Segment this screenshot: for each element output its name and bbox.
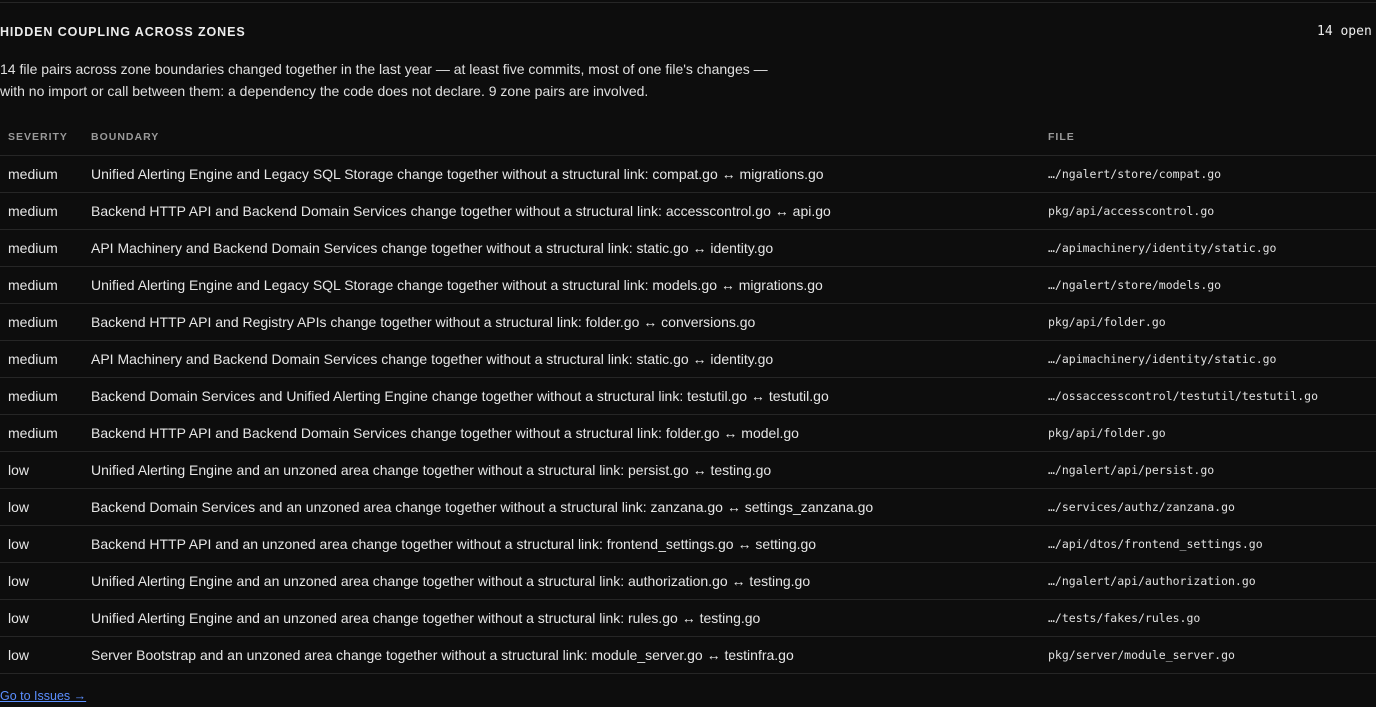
go-to-issues-link[interactable]: Go to Issues → — [0, 689, 87, 703]
table-row[interactable] — [0, 267, 1376, 304]
boundary-cell: API Machinery and Backend Domain Services change together without a structural link: static.go ↔ identity.go — [83, 341, 1040, 378]
table-row[interactable] — [0, 452, 1376, 489]
boundary-cell: Server Bootstrap and an unzoned area change together without a structural link: module_server.go ↔ testinfra.go — [83, 637, 1040, 674]
file-cell: …/apimachinery/identity/static.go — [1040, 230, 1376, 267]
table-body — [0, 156, 1376, 674]
severity-cell: medium — [0, 415, 83, 452]
file-cell: pkg/api/accesscontrol.go — [1040, 193, 1376, 230]
top-divider — [0, 2, 1376, 3]
file-cell: …/api/dtos/frontend_settings.go — [1040, 526, 1376, 563]
boundary-cell: Backend HTTP API and an unzoned area change together without a structural link: frontend_settings.go ↔ setting.go — [83, 526, 1040, 563]
severity-cell: medium — [0, 193, 83, 230]
severity-cell: medium — [0, 341, 83, 378]
file-cell: …/ossaccesscontrol/testutil/testutil.go — [1040, 378, 1376, 415]
severity-cell: low — [0, 452, 83, 489]
table-row[interactable] — [0, 230, 1376, 267]
table-row[interactable] — [0, 378, 1376, 415]
boundary-cell: Unified Alerting Engine and an unzoned area change together without a structural link: authorization.go ↔ testing.go — [83, 563, 1040, 600]
table-row[interactable] — [0, 563, 1376, 600]
severity-cell: medium — [0, 230, 83, 267]
severity-cell: low — [0, 489, 83, 526]
description-line-2: with no import or call between them: a dependency the code does not declare. 9 zone pairs are involved. — [0, 83, 649, 99]
table-row[interactable] — [0, 600, 1376, 637]
severity-cell: medium — [0, 304, 83, 341]
file-cell: pkg/server/module_server.go — [1040, 637, 1376, 674]
column-header-file: FILE — [1040, 118, 1376, 156]
file-cell: …/ngalert/api/persist.go — [1040, 452, 1376, 489]
severity-cell: medium — [0, 378, 83, 415]
table-row[interactable] — [0, 193, 1376, 230]
boundary-cell: Backend HTTP API and Backend Domain Services change together without a structural link: folder.go ↔ model.go — [83, 415, 1040, 452]
file-cell: …/ngalert/store/models.go — [1040, 267, 1376, 304]
boundary-cell: Backend Domain Services and an unzoned area change together without a structural link: zanzana.go ↔ settings_zanzana.go — [83, 489, 1040, 526]
severity-cell: low — [0, 637, 83, 674]
section-title: HIDDEN COUPLING ACROSS ZONES — [0, 25, 246, 39]
severity-cell: low — [0, 600, 83, 637]
table-row[interactable] — [0, 415, 1376, 452]
file-cell: …/ngalert/store/compat.go — [1040, 156, 1376, 193]
table-row[interactable] — [0, 637, 1376, 674]
severity-cell: medium — [0, 267, 83, 304]
file-cell: …/ngalert/api/authorization.go — [1040, 563, 1376, 600]
boundary-cell: Unified Alerting Engine and Legacy SQL Storage change together without a structural link: compat.go ↔ migrations.go — [83, 156, 1040, 193]
section-description — [0, 58, 860, 102]
column-header-severity: SEVERITY — [0, 118, 83, 156]
boundary-cell: Backend HTTP API and Backend Domain Services change together without a structural link: accesscontrol.go ↔ api.go — [83, 193, 1040, 230]
table-row[interactable] — [0, 304, 1376, 341]
column-header-boundary: BOUNDARY — [83, 118, 1040, 156]
table-row[interactable] — [0, 156, 1376, 193]
table-row[interactable] — [0, 526, 1376, 563]
severity-cell: low — [0, 526, 83, 563]
table-row[interactable] — [0, 489, 1376, 526]
description-line-1: 14 file pairs across zone boundaries changed together in the last year — at least five commits, most of one file's changes — — [0, 61, 768, 77]
table-header-row — [0, 118, 1376, 156]
boundary-cell: API Machinery and Backend Domain Services change together without a structural link: static.go ↔ identity.go — [83, 230, 1040, 267]
file-cell: pkg/api/folder.go — [1040, 304, 1376, 341]
boundary-cell: Unified Alerting Engine and an unzoned area change together without a structural link: persist.go ↔ testing.go — [83, 452, 1040, 489]
boundary-cell: Unified Alerting Engine and Legacy SQL Storage change together without a structural link: models.go ↔ migrations.go — [83, 267, 1040, 304]
boundary-cell: Unified Alerting Engine and an unzoned area change together without a structural link: rules.go ↔ testing.go — [83, 600, 1040, 637]
file-cell: …/apimachinery/identity/static.go — [1040, 341, 1376, 378]
boundary-cell: Backend HTTP API and Registry APIs change together without a structural link: folder.go ↔ conversions.go — [83, 304, 1040, 341]
severity-cell: medium — [0, 156, 83, 193]
table-row[interactable] — [0, 341, 1376, 378]
boundary-cell: Backend Domain Services and Unified Alerting Engine change together without a structural link: testutil.go ↔ testutil.go — [83, 378, 1040, 415]
open-count-badge: 14 open — [1317, 24, 1372, 39]
file-cell: …/services/authz/zanzana.go — [1040, 489, 1376, 526]
section-header — [0, 24, 1376, 42]
severity-cell: low — [0, 563, 83, 600]
file-cell: pkg/api/folder.go — [1040, 415, 1376, 452]
file-cell: …/tests/fakes/rules.go — [1040, 600, 1376, 637]
coupling-table — [0, 118, 1376, 674]
